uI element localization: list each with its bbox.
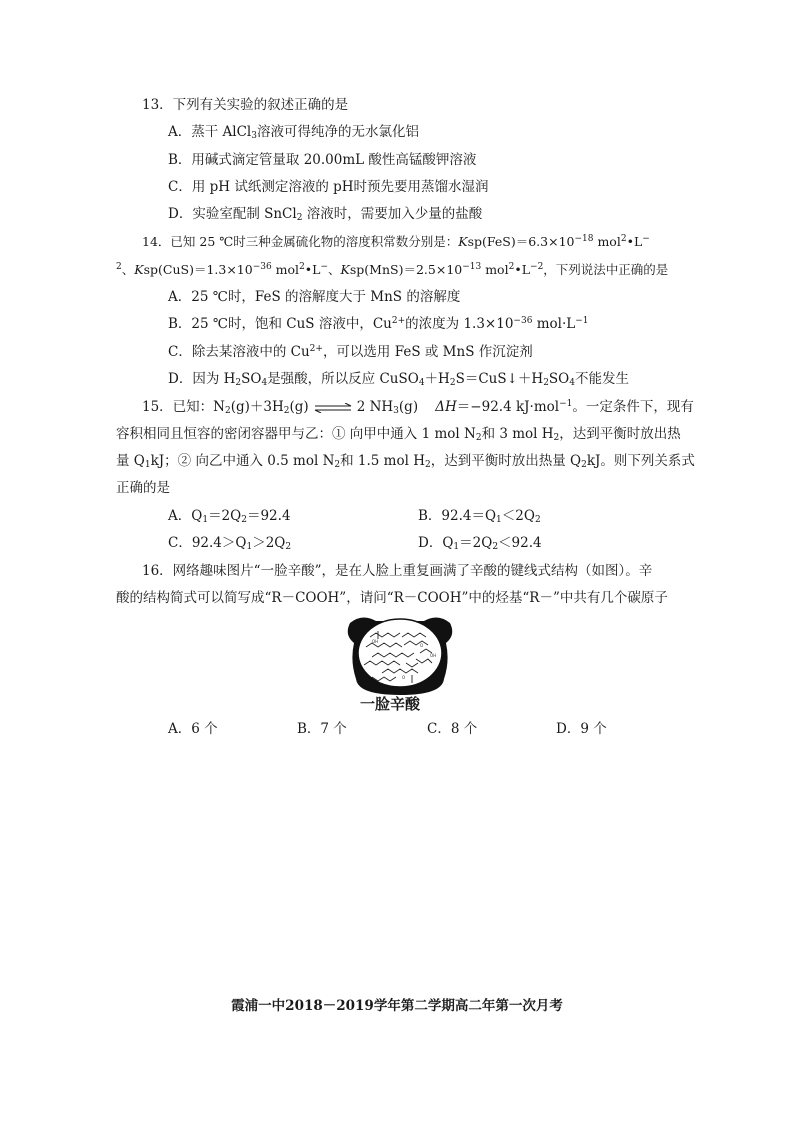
q15-option-b: B．$92.4=Q_1<2Q_2$ <box>418 508 541 525</box>
equilibrium-arrow-icon <box>313 403 353 413</box>
q15-stem-line4: 正确的是 <box>116 480 170 496</box>
q15-option-a: A．$Q_1=2Q_2=92.4$ <box>168 508 291 525</box>
q14-stem-line2: $^2$、$Ksp(CuS)=1.3\times 10^{-36}$ mol$^2$•L−、$Ksp(MnS)=2.5\times 10^{-13}$ $mol^2•L^{-2}$，下列说法中正确的是 <box>116 262 669 277</box>
svg-text:OH: OH <box>372 639 379 644</box>
q14-option-a: A．25 ℃时，FeS 的溶解度大于 MnS 的溶解度 <box>168 289 461 305</box>
q14-option-b: B．25 ℃时，饱和 CuS 溶液中，$Cu^{2+}$的浓度为 $1.3\times 10^{-36}$ $mol\cdot L^{-1}$ <box>168 316 589 332</box>
q14-option-c: C．除去某溶液中的 $Cu^{2+}$，可以选用 FeS 或 MnS 作沉淀剂 <box>168 344 533 360</box>
svg-text:O: O <box>402 675 406 680</box>
q15-option-d: D．$Q_1=2Q_2<92.4$ <box>418 535 542 552</box>
q15-stem-line2: 容积相同且恒容的密闭容器甲与乙：① 向甲中通入 1 mol $N_2$和 3 mol $H_2$，达到平衡时放出热 <box>116 426 681 443</box>
q16-stem-line1: 16．网络趣味图片“一脸辛酸”，是在人脸上重复画满了辛酸的键线式结构（如图）。辛 <box>142 563 653 579</box>
svg-text:O: O <box>420 643 424 648</box>
q13-option-d: D．实验室配制 SnCl$_2$ 溶液时，需要加入少量的盐酸 <box>168 206 483 223</box>
q16-option-b: B．7 个 <box>297 721 347 737</box>
q16-option-d: D．9 个 <box>556 721 607 737</box>
q13-option-c: C．用 pH 试纸测定溶液的 pH时预先要用蒸馏水湿润 <box>168 179 489 195</box>
q14-option-d: D．因为 $H_2SO_4$是强酸，所以反应 $CuSO_4+H_2S=CuS↓+H_2SO_4$不能发生 <box>168 371 629 388</box>
panda-face-image <box>342 613 458 695</box>
page-footer: 霞浦一中2018－2019学年第二学期高二年第一次月考 <box>231 998 563 1014</box>
q15-option-c: C．$92.4>Q_1>2Q_2$ <box>168 535 292 552</box>
q16-stem-line2: 酸的结构简式可以简写成“R－COOH”，请问“R－COOH”中的烃基“R－”中共有几个碳原子 <box>116 590 668 606</box>
q13-option-b: B．用碱式滴定管量取 20.00mL 酸性高锰酸钾溶液 <box>168 152 477 168</box>
q16-option-a: A．6 个 <box>168 721 218 737</box>
q13-option-a: A．蒸干 AlCl$_3$溶液可得纯净的无水氯化铝 <box>168 124 419 141</box>
q16-option-c: C．8 个 <box>427 721 478 737</box>
q14-stem-line1: 14．已知 25 ℃时三种金属硫化物的溶度积常数分别是：$Ksp(FeS)=6.3\times 10^{-18}$ mol$^2$•L− <box>142 234 650 249</box>
q13-stem: 13．下列有关实验的叙述正确的是 <box>142 97 349 113</box>
q15-stem-line3: 量 $Q_1kJ$；② 向乙中通入 0.5 mol $N_2$和 1.5 mol $H_2$，达到平衡时放出热量 $Q_2kJ$。则下列关系式 <box>116 453 695 470</box>
svg-text:OH: OH <box>430 653 437 658</box>
figure-caption: 一脸辛酸 <box>360 695 421 713</box>
q15-stem-line1: 15．已知：$N_2(g)+3H_2(g)$ 2 $NH_3(g)$ ΔH＝−92.4 kJ·mol$^{-1}$。一定条件下，现有 <box>142 399 694 416</box>
